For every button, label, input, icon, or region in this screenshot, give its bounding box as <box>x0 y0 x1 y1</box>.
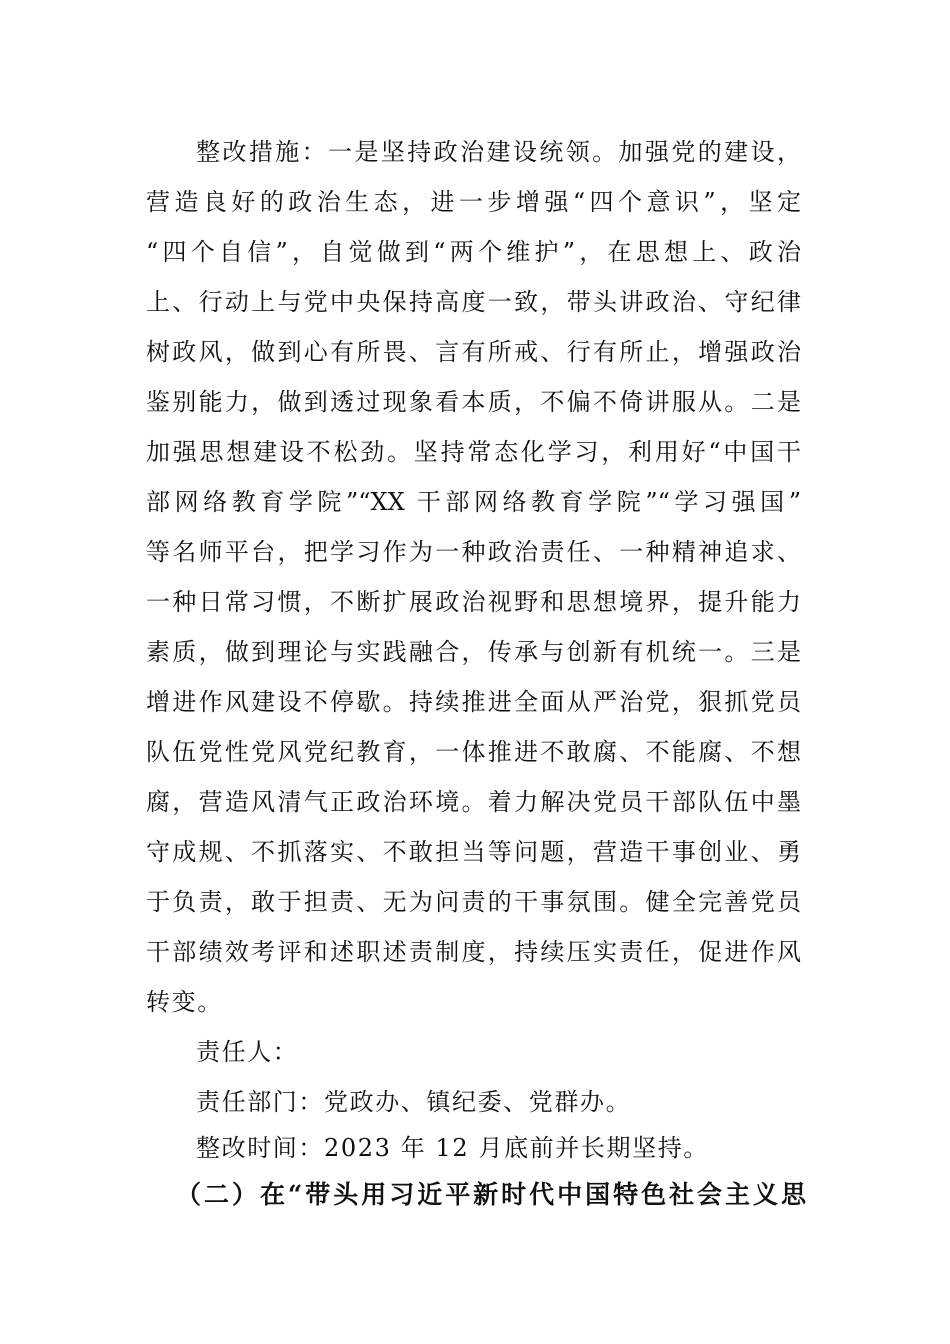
measures-line-5: 树政风，做到心有所畏、言有所戒、行有所止，增强政治 <box>146 338 801 366</box>
measures-line-12: 增进作风建设不停歇。持续推进全面从严治党，狠抓党员 <box>146 688 801 716</box>
measures-line-17: 干部绩效考评和述职述责制度，持续压实责任，促进作风 <box>146 938 801 966</box>
measures-line-9: 等名师平台，把学习作为一种政治责任、一种精神追求、 <box>146 538 801 566</box>
measures-line-2: 营造良好的政治生态，进一步增强“四个意识”，坚定 <box>146 188 801 216</box>
measures-line-7: 加强思想建设不松劲。坚持常态化学习，利用好“中国干 <box>146 438 801 466</box>
responsible-person: 责任人： <box>196 1038 299 1066</box>
measures-line-18: 转变。 <box>146 988 223 1016</box>
responsible-department: 责任部门：党政办、镇纪委、党群办。 <box>196 1088 632 1116</box>
rectification-time: 整改时间：2023 年 12 月底前并长期坚持。 <box>196 1134 709 1162</box>
measures-line-13: 队伍党性党风党纪教育，一体推进不敢腐、不能腐、不想 <box>146 738 801 766</box>
measures-line-4: 上、行动上与党中央保持高度一致，带头讲政治、守纪律 <box>146 288 801 316</box>
measures-line-6: 鉴别能力，做到透过现象看本质，不偏不倚讲服从。二是 <box>146 388 801 416</box>
measures-line-15: 守成规、不抓落实、不敢担当等问题，营造干事创业、勇 <box>146 838 801 866</box>
measures-line-8: 部网络教育学院”“XX 干部网络教育学院”“学习强国” <box>146 488 801 516</box>
measures-line-10: 一种日常习惯，不断扩展政治视野和思想境界，提升能力 <box>146 588 801 616</box>
section-heading: （二）在“带头用习近平新时代中国特色社会主义思 <box>176 1180 806 1209</box>
measures-line-1: 整改措施：一是坚持政治建设统领。加强党的建设， <box>196 138 801 166</box>
measures-line-16: 于负责，敢于担责、无为问责的干事氛围。健全完善党员 <box>146 888 801 916</box>
measures-line-3: “四个自信”，自觉做到“两个维护”，在思想上、政治 <box>146 238 801 266</box>
measures-line-14: 腐，营造风清气正政治环境。着力解决党员干部队伍中墨 <box>146 788 801 816</box>
measures-line-11: 素质，做到理论与实践融合，传承与创新有机统一。三是 <box>146 638 801 666</box>
